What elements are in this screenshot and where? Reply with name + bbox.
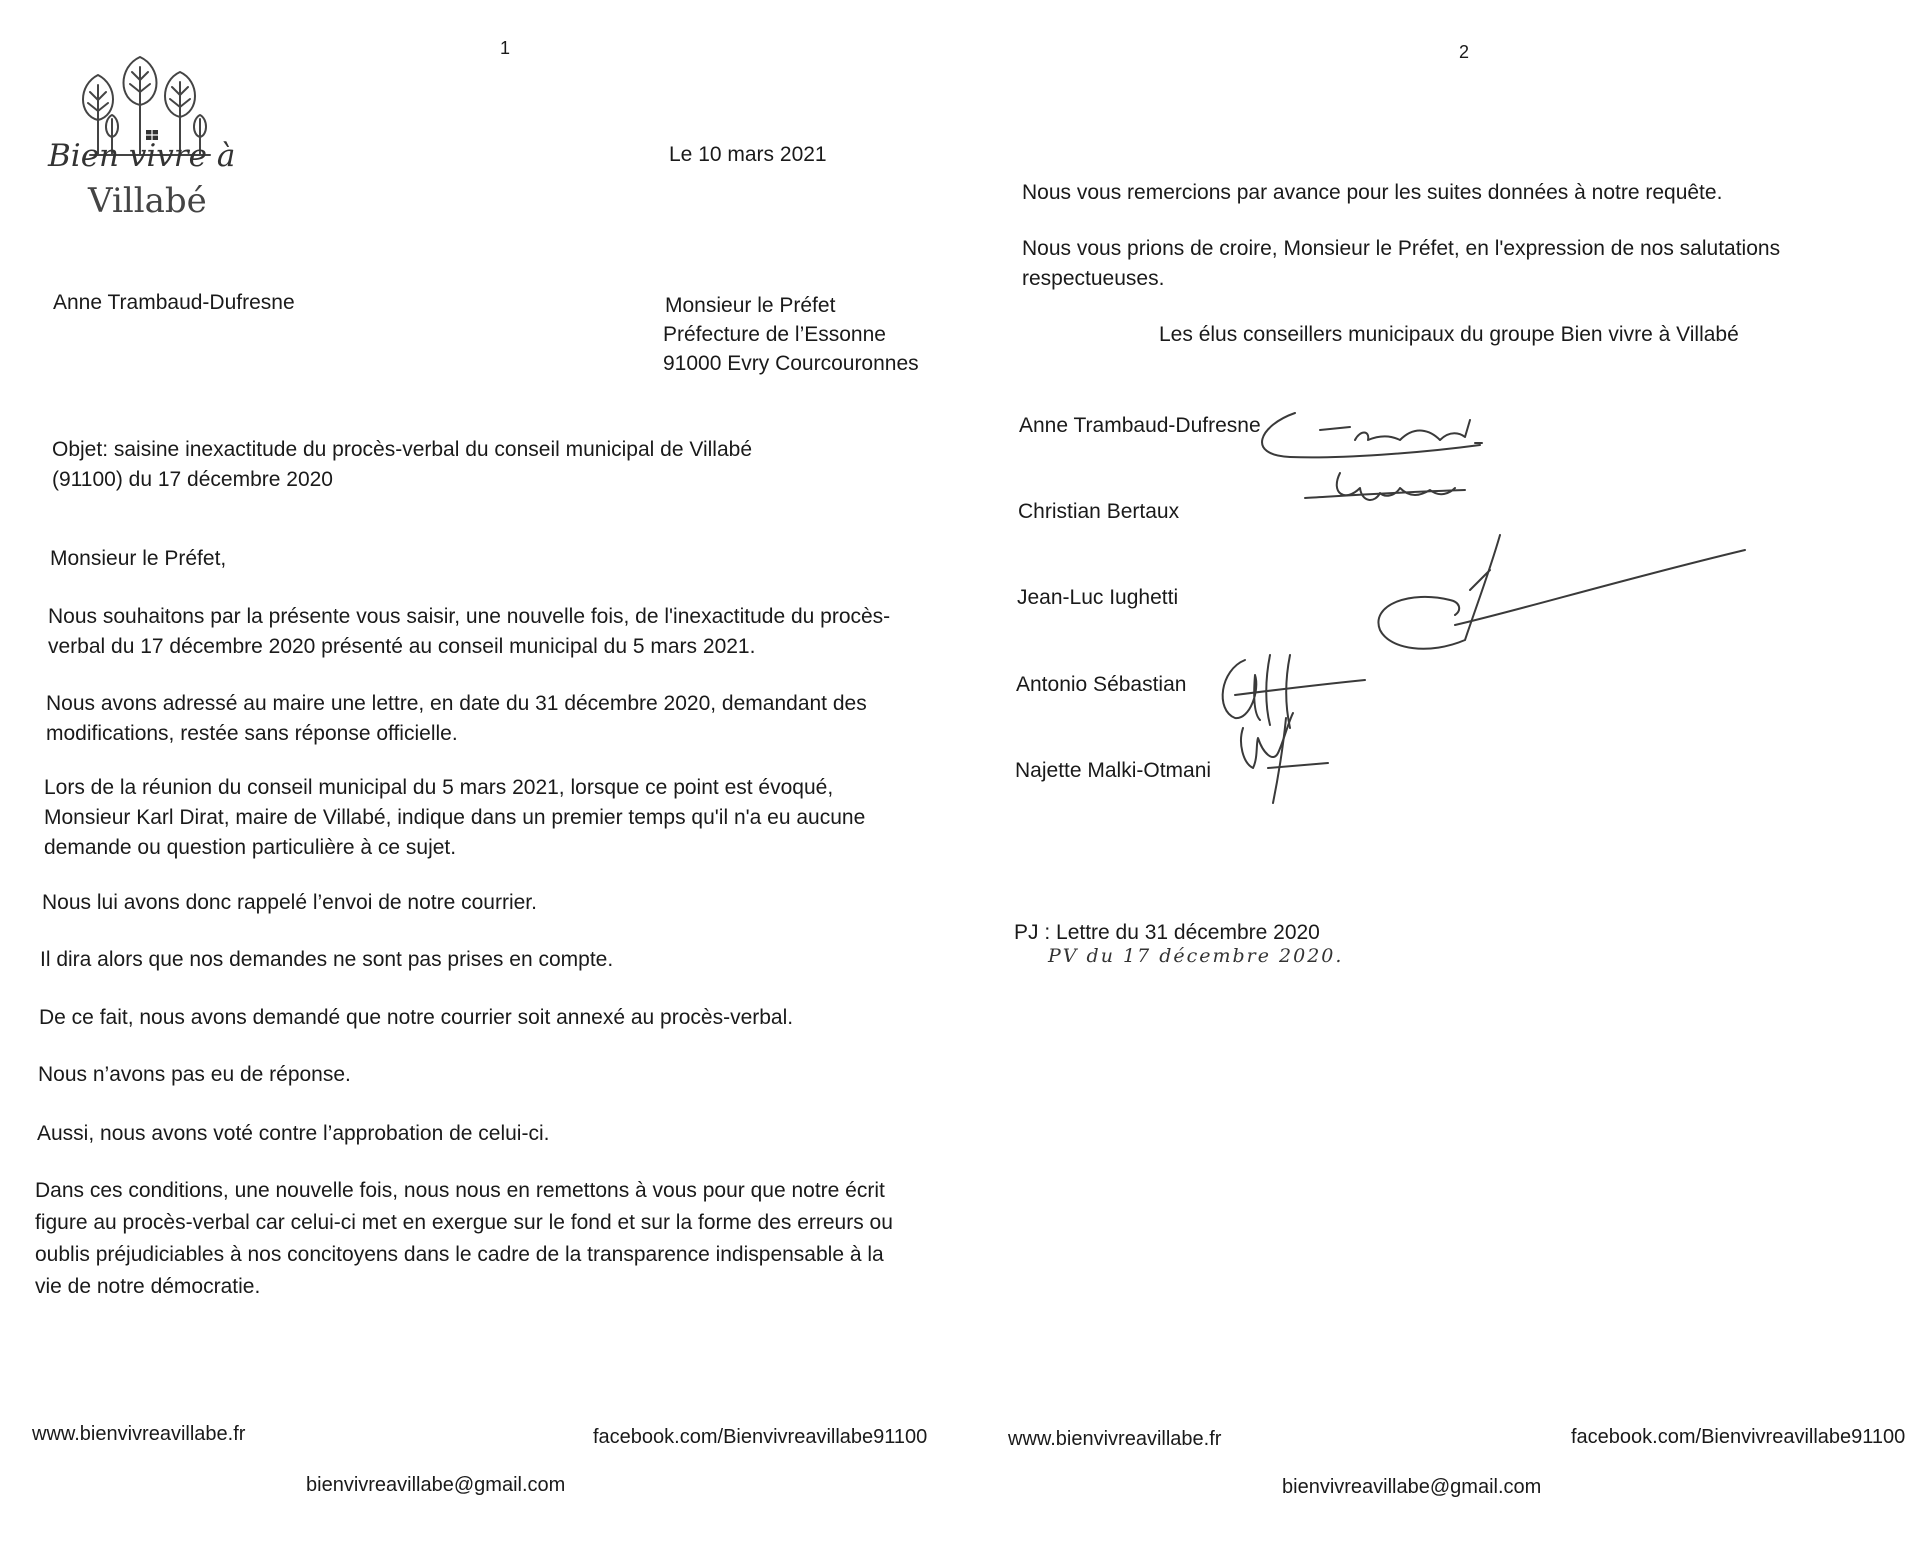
logo-town-text: Villabé xyxy=(88,181,207,221)
salutation: Monsieur le Préfet, xyxy=(50,547,227,570)
footer-facebook[interactable]: facebook.com/Bienvivreavillabe91100 xyxy=(593,1426,928,1448)
paragraph-5: Il dira alors que nos demandes ne sont pas prises en compte. xyxy=(40,948,614,971)
paragraph-3: Lors de la réunion du conseil municipal du 5 mars 2021, lorsque ce point est évoqué, Monsieur Karl Dirat, maire de Villabé, indique dans un premier temps qu'il n'a eu aucune demande ou question particulière à ce sujet. xyxy=(44,776,866,859)
signatory-1: Anne Trambaud-Dufresne xyxy=(1019,414,1261,437)
signatory-5: Najette Malki-Otmani xyxy=(1015,759,1212,782)
letter-page-2 xyxy=(960,0,1920,1545)
signature-1-icon xyxy=(1250,405,1550,465)
thanks-line: Nous vous remercions par avance pour les suites données à notre requête. xyxy=(1022,181,1723,204)
signatory-4: Antonio Sébastian xyxy=(1016,673,1187,696)
recipient-line-3: 91000 Evry Courcouronnes xyxy=(663,352,919,375)
signatory-2: Christian Bertaux xyxy=(1018,500,1180,523)
signature-5-icon xyxy=(1228,708,1358,808)
footer-email[interactable]: bienvivreavillabe@gmail.com xyxy=(306,1474,566,1496)
signatory-3: Jean-Luc Iughetti xyxy=(1017,586,1179,609)
footer-email[interactable]: bienvivreavillabe@gmail.com xyxy=(1282,1476,1542,1498)
paragraph-8: Aussi, nous avons voté contre l’approbation de celui-ci. xyxy=(37,1122,550,1145)
logo-script-text: Bien vivre à xyxy=(48,138,236,174)
recipient-line-2: Préfecture de l’Essonne xyxy=(663,323,886,346)
footer-website[interactable]: www.bienvivreavillabe.fr xyxy=(1008,1428,1222,1450)
paragraph-6: De ce fait, nous avons demandé que notre courrier soit annexé au procès-verbal. xyxy=(39,1006,794,1029)
page-number: 1 xyxy=(500,38,511,58)
page-number: 2 xyxy=(1459,42,1470,62)
paragraph-2: Nous avons adressé au maire une lettre, en date du 31 décembre 2020, demandant des modifications, restée sans réponse officielle. xyxy=(46,692,867,745)
paragraph-1: Nous souhaitons par la présente vous saisir, une nouvelle fois, de l'inexactitude du procès- verbal du 17 décembre 2020 présenté au conseil municipal du 5 mars 2021. xyxy=(48,605,891,658)
paragraph-4: Nous lui avons donc rappelé l’envoi de notre courrier. xyxy=(42,891,537,914)
attachment-handwritten: PV du 17 décembre 2020. xyxy=(1048,945,1344,967)
footer-website[interactable]: www.bienvivreavillabe.fr xyxy=(32,1423,246,1445)
recipient-line-1: Monsieur le Préfet xyxy=(665,294,836,317)
attachment-typed: PJ : Lettre du 31 décembre 2020 xyxy=(1014,921,1320,944)
letter-date: Le 10 mars 2021 xyxy=(669,143,827,166)
signature-2-icon xyxy=(1300,468,1480,518)
group-line: Les élus conseillers municipaux du groupe Bien vivre à Villabé xyxy=(1159,323,1739,346)
sender-name: Anne Trambaud-Dufresne xyxy=(53,291,295,314)
paragraph-7: Nous n’avons pas eu de réponse. xyxy=(38,1063,351,1086)
subject-line: Objet: saisine inexactitude du procès-verbal du conseil municipal de Villabé (91100) du 17 décembre 2020 xyxy=(52,438,753,491)
paragraph-9: Dans ces conditions, une nouvelle fois, nous nous en remettons à vous pour que notre écrit figure au procès-verbal car celui-ci met en exergue sur le fond et sur la forme des erreurs ou oublis préjudiciables à nos concitoyens dans le cadre de la transparence indispensable à la vie de notre démocratie. xyxy=(35,1179,893,1298)
signature-3-icon xyxy=(1370,530,1750,670)
footer-facebook[interactable]: facebook.com/Bienvivreavillabe91100 xyxy=(1571,1426,1906,1448)
closing-formula: Nous vous prions de croire, Monsieur le Préfet, en l'expression de nos salutations respectueuses. xyxy=(1022,237,1781,290)
